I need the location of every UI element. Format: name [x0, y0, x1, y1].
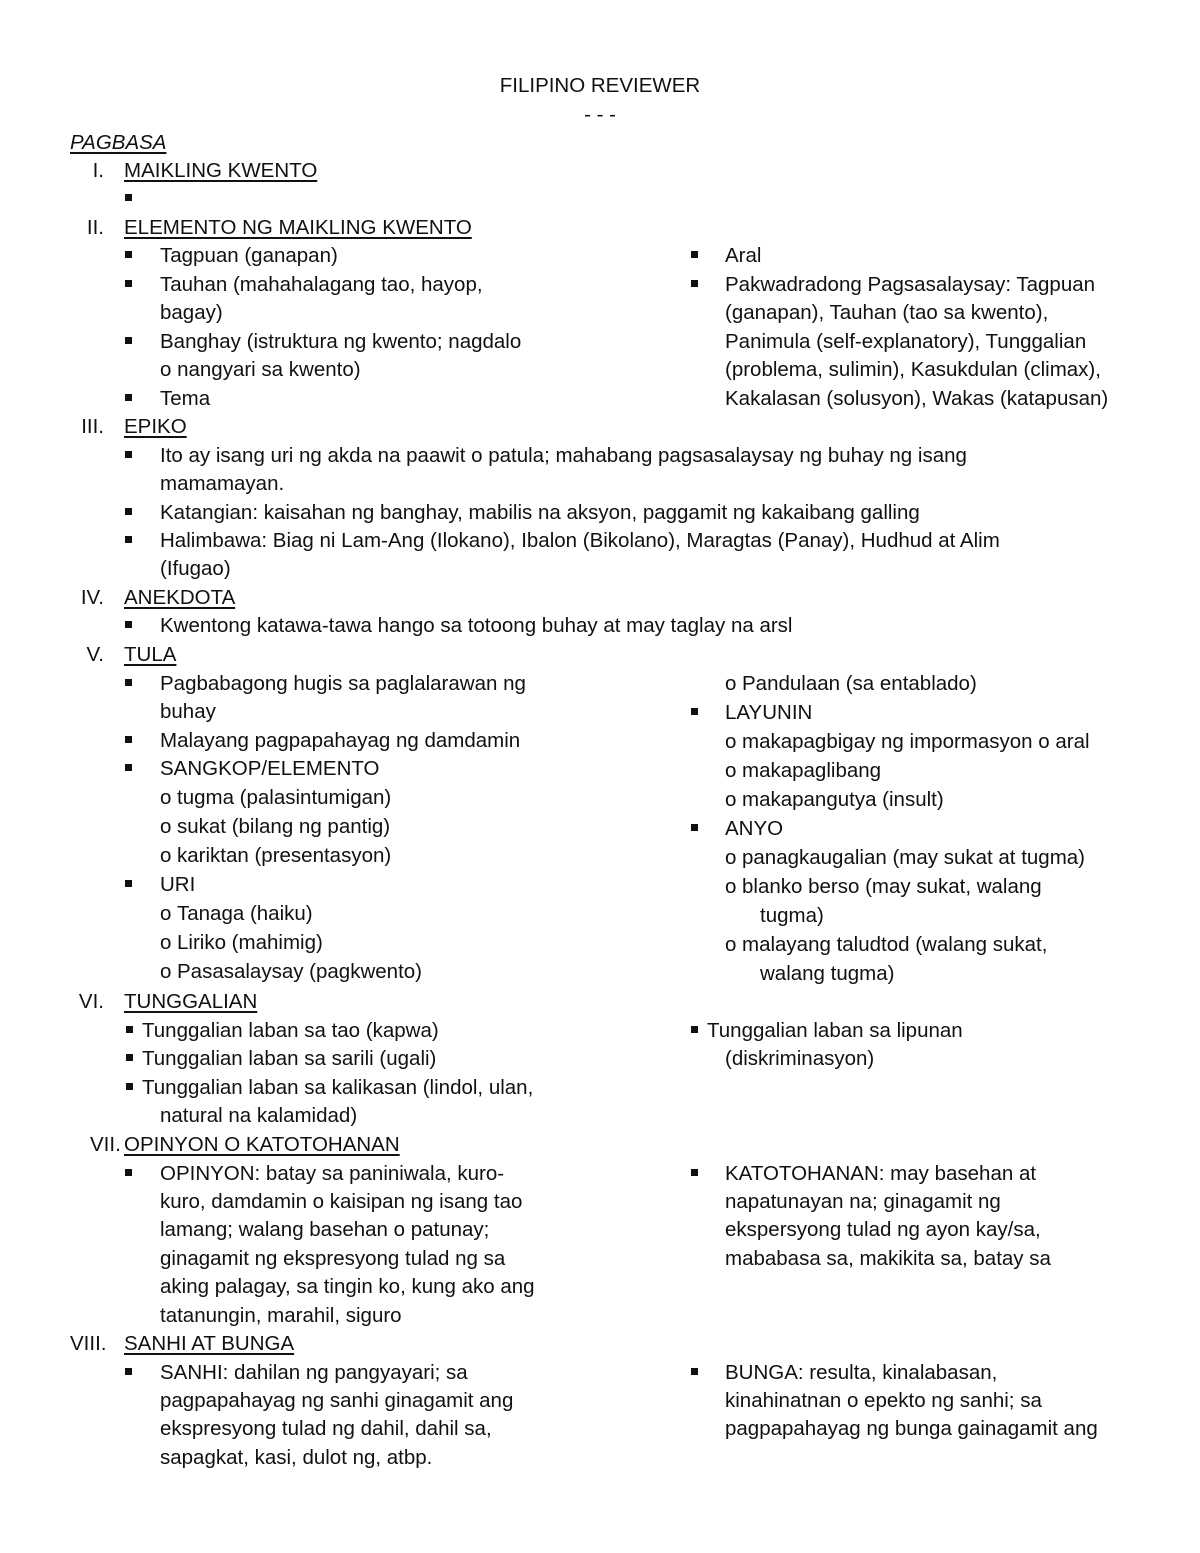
list-item-continuation: sapagkat, kasi, dulot ng, atbp. — [160, 1446, 433, 1469]
circle-bullet: o — [725, 846, 737, 869]
list-item: KATOTOHANAN: may basehan at — [725, 1162, 1037, 1185]
list-item: Aral — [725, 244, 762, 267]
sub-list-item: Pandulaan (sa entablado) — [742, 672, 977, 695]
bullet-icon — [125, 1169, 132, 1176]
list-item-continuation: mamamayan. — [160, 472, 285, 495]
list-item-continuation: lamang; walang basehan o patunay; — [160, 1218, 490, 1241]
bullet-icon — [126, 1083, 133, 1090]
section-title-sanhi-at-bunga: SANHI AT BUNGA — [124, 1332, 295, 1355]
sub-list-item: Pasasalaysay (pagkwento) — [177, 960, 422, 983]
bullet-icon — [125, 1368, 132, 1375]
list-item-continuation: o nangyari sa kwento) — [160, 358, 361, 381]
circle-bullet: o — [725, 933, 737, 956]
list-item-continuation: bagay) — [160, 301, 223, 324]
sub-list-item: Tanaga (haiku) — [177, 902, 313, 925]
circle-bullet: o — [160, 844, 172, 867]
list-item: LAYUNIN — [725, 701, 813, 724]
bullet-icon — [125, 280, 132, 287]
list-item-continuation: natural na kalamidad) — [160, 1104, 358, 1127]
bullet-icon — [125, 880, 132, 887]
list-item-continuation: (ganapan), Tauhan (tao sa kwento), — [725, 301, 1049, 324]
sub-list-item: Liriko (mahimig) — [177, 931, 323, 954]
bullet-icon — [691, 824, 698, 831]
list-item: Tunggalian laban sa tao (kapwa) — [142, 1019, 439, 1042]
list-item-continuation: ekspersyong tulad ng ayon kay/sa, — [725, 1218, 1041, 1241]
circle-bullet: o — [725, 730, 737, 753]
list-item-continuation: napatunayan na; ginagamit ng — [725, 1190, 1001, 1213]
section-title-elemento: ELEMENTO NG MAIKLING KWENTO — [124, 216, 472, 239]
list-item: Halimbawa: Biag ni Lam-Ang (Ilokano), Ibalon (Bikolano), Maragtas (Panay), Hudhud at Alim — [160, 529, 1000, 552]
bullet-icon — [691, 708, 698, 715]
list-item: Banghay (istruktura ng kwento; nagdalo — [160, 330, 522, 353]
sub-list-item: blanko berso (may sukat, walang — [742, 875, 1042, 898]
list-item: Tagpuan (ganapan) — [160, 244, 338, 267]
title-separator: - - - — [584, 103, 616, 126]
bullet-icon — [125, 536, 132, 543]
list-item-continuation: (Ifugao) — [160, 557, 231, 580]
sub-list-item: panagkaugalian (may sukat at tugma) — [742, 846, 1086, 869]
sub-list-item: makapagbigay ng impormasyon o aral — [742, 730, 1090, 753]
list-item: ANYO — [725, 817, 784, 840]
bullet-icon — [126, 1054, 133, 1061]
sub-list-item-continuation: walang tugma) — [760, 962, 895, 985]
list-item: SANGKOP/ELEMENTO — [160, 757, 380, 780]
bullet-icon — [125, 736, 132, 743]
sub-list-item-continuation: tugma) — [760, 904, 824, 927]
list-item: SANHI: dahilan ng pangyayari; sa — [160, 1361, 468, 1384]
section-number: V. — [86, 643, 104, 666]
bullet-icon — [125, 394, 132, 401]
section-title-maikling-kwento: MAIKLING KWENTO — [124, 159, 318, 182]
list-item: Tunggalian laban sa sarili (ugali) — [142, 1047, 437, 1070]
sub-list-item: kariktan (presentasyon) — [177, 844, 392, 867]
list-item-continuation: kuro, damdamin o kaisipan ng isang tao — [160, 1190, 523, 1213]
sub-list-item: makapangutya (insult) — [742, 788, 944, 811]
list-item-continuation: tatanungin, marahil, siguro — [160, 1304, 402, 1327]
list-item: Tauhan (mahahalagang tao, hayop, — [160, 273, 483, 296]
sub-list-item: malayang taludtod (walang sukat, — [742, 933, 1048, 956]
sub-list-item: sukat (bilang ng pantig) — [177, 815, 391, 838]
list-item-continuation: pagpapahayag ng bunga gainagamit ang — [725, 1417, 1098, 1440]
bullet-icon — [125, 194, 132, 201]
list-item-continuation: (problema, sulimin), Kasukdulan (climax), — [725, 358, 1101, 381]
section-heading-pagbasa: PAGBASA — [70, 131, 167, 154]
sub-list-item: tugma (palasintumigan) — [177, 786, 392, 809]
bullet-icon — [125, 621, 132, 628]
bullet-icon — [125, 508, 132, 515]
circle-bullet: o — [160, 815, 172, 838]
bullet-icon — [125, 337, 132, 344]
bullet-icon — [691, 280, 698, 287]
section-number: II. — [86, 216, 104, 239]
list-item: Kwentong katawa-tawa hango sa totoong buhay at may taglay na arsl — [160, 614, 793, 637]
circle-bullet: o — [725, 672, 737, 695]
list-item-continuation: pagpapahayag ng sanhi ginagamit ang — [160, 1389, 514, 1412]
bullet-icon — [125, 679, 132, 686]
section-number: III. — [81, 415, 104, 438]
circle-bullet: o — [725, 788, 737, 811]
document-title: FILIPINO REVIEWER — [499, 74, 701, 97]
list-item: Tema — [160, 387, 211, 410]
section-title-anekdota: ANEKDOTA — [124, 586, 236, 609]
list-item-continuation: ekspresyong tulad ng dahil, dahil sa, — [160, 1417, 492, 1440]
list-item: Tunggalian laban sa lipunan — [707, 1019, 963, 1042]
section-title-tunggalian: TUNGGALIAN — [124, 990, 258, 1013]
bullet-icon — [126, 1026, 133, 1033]
bullet-icon — [125, 764, 132, 771]
list-item: Malayang pagpapahayag ng damdamin — [160, 729, 521, 752]
list-item: Katangian: kaisahan ng banghay, mabilis na aksyon, paggamit ng kakaibang galling — [160, 501, 920, 524]
bullet-icon — [691, 1026, 698, 1033]
list-item-continuation: aking palagay, sa tingin ko, kung ako ang — [160, 1275, 535, 1298]
list-item-continuation: kinahinatnan o epekto ng sanhi; sa — [725, 1389, 1042, 1412]
list-item-continuation: ginagamit ng ekspresyong tulad ng sa — [160, 1247, 506, 1270]
section-number: IV. — [80, 586, 104, 609]
section-number: VII. — [90, 1133, 121, 1156]
list-item-continuation: mababasa sa, makikita sa, batay sa — [725, 1247, 1051, 1270]
list-item: Tunggalian laban sa kalikasan (lindol, ulan, — [142, 1076, 534, 1099]
circle-bullet: o — [160, 902, 172, 925]
list-item: Ito ay isang uri ng akda na paawit o patula; mahabang pagsasalaysay ng buhay ng isang — [160, 444, 967, 467]
circle-bullet: o — [160, 931, 172, 954]
list-item: Pakwadradong Pagsasalaysay: Tagpuan — [725, 273, 1096, 296]
list-item: Pagbabagong hugis sa paglalarawan ng — [160, 672, 526, 695]
bullet-icon — [125, 251, 132, 258]
section-number: VI. — [78, 990, 104, 1013]
sub-list-item: makapaglibang — [742, 759, 882, 782]
list-item-continuation: (diskriminasyon) — [725, 1047, 875, 1070]
list-item-continuation: Panimula (self-explanatory), Tunggalian — [725, 330, 1087, 353]
section-number: VIII. — [70, 1332, 107, 1355]
bullet-icon — [125, 451, 132, 458]
circle-bullet: o — [725, 759, 737, 782]
list-item-continuation: buhay — [160, 700, 216, 723]
section-title-epiko: EPIKO — [124, 415, 187, 438]
bullet-icon — [691, 1169, 698, 1176]
list-item-continuation: Kakalasan (solusyon), Wakas (katapusan) — [725, 387, 1109, 410]
section-title-tula: TULA — [124, 643, 177, 666]
circle-bullet: o — [725, 875, 737, 898]
list-item: BUNGA: resulta, kinalabasan, — [725, 1361, 998, 1384]
section-number: I. — [92, 159, 104, 182]
section-title-opinyon: OPINYON O KATOTOHANAN — [124, 1133, 400, 1156]
bullet-icon — [691, 251, 698, 258]
circle-bullet: o — [160, 960, 172, 983]
circle-bullet: o — [160, 786, 172, 809]
list-item: URI — [160, 873, 196, 896]
bullet-icon — [691, 1368, 698, 1375]
list-item: OPINYON: batay sa paniniwala, kuro- — [160, 1162, 505, 1185]
